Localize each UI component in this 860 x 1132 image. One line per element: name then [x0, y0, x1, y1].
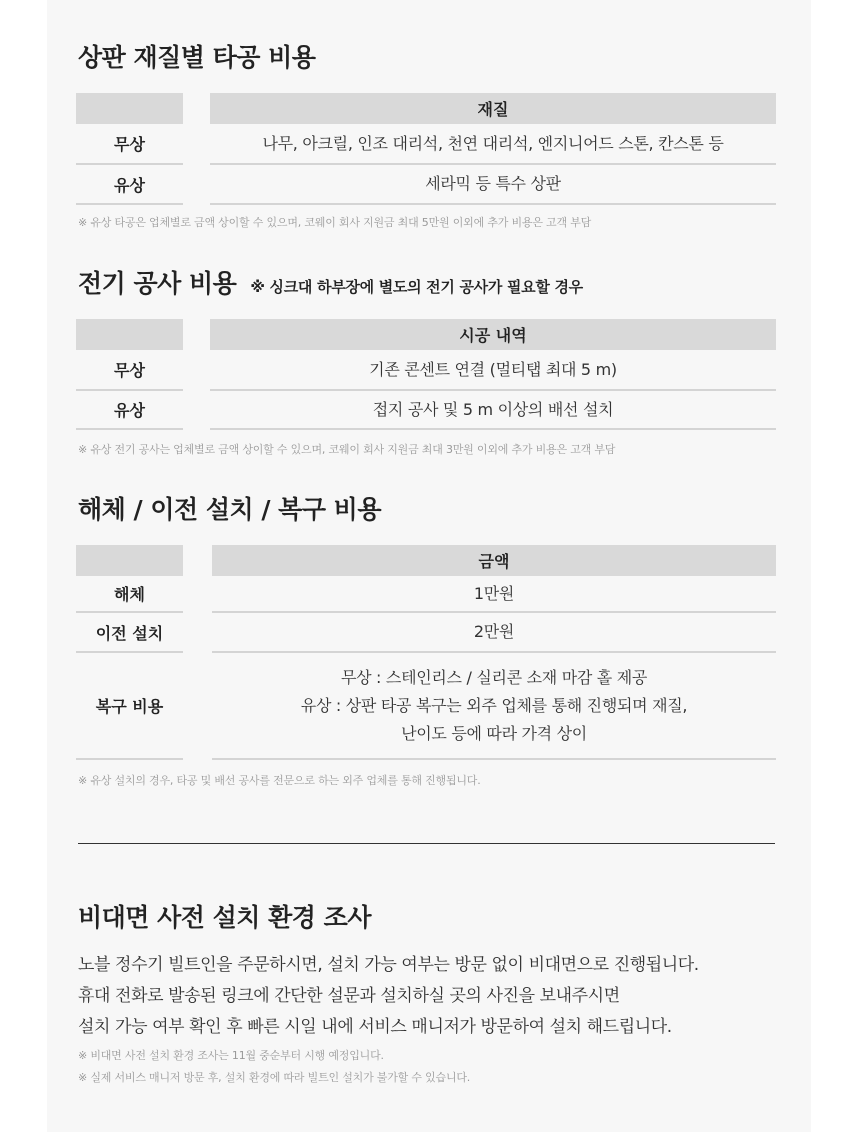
row-value-multiline	[212, 653, 776, 760]
footnote: ※ 유상 설치의 경우, 타공 및 배선 공사를 전문으로 하는 외주 업체를 통해 진행됩니다.	[78, 774, 481, 787]
table-header-amount: 금액	[212, 545, 776, 576]
table-corner-header	[76, 545, 183, 576]
section-title-text: 전기 공사 비용	[78, 269, 237, 298]
row-label: 이전 설치	[76, 613, 183, 653]
row-value: 접지 공사 및 5 m 이상의 배선 설치	[210, 391, 776, 430]
footnote: ※ 실제 서비스 매니저 방문 후, 설치 환경에 따라 빌트인 설치가 불가할 수 있습니다.	[78, 1071, 471, 1084]
survey-paragraph	[78, 950, 778, 1043]
table-header-work: 시공 내역	[210, 319, 776, 350]
paragraph-line: 설치 가능 여부 확인 후 빠른 시일 내에 서비스 매니저가 방문하여 설치 해드립니다.	[78, 1017, 672, 1037]
table-row	[76, 613, 776, 653]
row-value: 1만원	[212, 576, 776, 613]
row-label: 해체	[76, 576, 183, 613]
table-row	[76, 391, 776, 430]
table-row	[76, 653, 776, 760]
table-row	[76, 350, 776, 391]
footnote: ※ 유상 타공은 업체별로 금액 상이할 수 있으며, 코웨이 회사 지원금 최대 5만원 이외에 추가 비용은 고객 부담	[78, 216, 592, 229]
row-label: 무상	[76, 350, 183, 391]
section-title-countertop: 상판 재질별 타공 비용	[78, 43, 316, 72]
row-value-line: 난이도 등에 따라 가격 상이	[401, 723, 587, 743]
row-value: 2만원	[212, 613, 776, 653]
row-value: 나무, 아크릴, 인조 대리석, 천연 대리석, 엔지니어드 스톤, 칸스톤 등	[210, 124, 776, 165]
table-header-material: 재질	[210, 93, 776, 124]
row-value: 세라믹 등 특수 상판	[210, 165, 776, 205]
table-row	[76, 165, 776, 205]
table-corner-header	[76, 319, 183, 350]
section-divider	[78, 843, 775, 844]
paragraph-line: 노블 정수기 빌트인을 주문하시면, 설치 가능 여부는 방문 없이 비대면으로 진행됩니다.	[78, 955, 699, 975]
footnote: ※ 유상 전기 공사는 업체별로 금액 상이할 수 있으며, 코웨이 회사 지원금 최대 3만원 이외에 추가 비용은 고객 부담	[78, 443, 616, 456]
row-label: 복구 비용	[76, 653, 183, 760]
row-label: 유상	[76, 391, 183, 430]
table-row	[76, 124, 776, 165]
table-corner-header	[76, 93, 183, 124]
row-label: 유상	[76, 165, 183, 205]
section-title-removal: 해체 / 이전 설치 / 복구 비용	[78, 495, 381, 524]
section-title-electrical	[78, 264, 583, 300]
paragraph-line: 휴대 전화로 발송된 링크에 간단한 설문과 설치하실 곳의 사진을 보내주시면	[78, 986, 620, 1006]
row-value-line: 유상 : 상판 타공 복구는 외주 업체를 통해 진행되며 재질,	[300, 695, 688, 715]
table-row	[76, 576, 776, 613]
section-subtitle: ※ 싱크대 하부장에 별도의 전기 공사가 필요할 경우	[250, 278, 583, 296]
row-value-line: 무상 : 스테인리스 / 실리콘 소재 마감 홀 제공	[340, 667, 648, 687]
row-value: 기존 콘센트 연결 (멀티탭 최대 5 m)	[210, 350, 776, 391]
footnote: ※ 비대면 사전 설치 환경 조사는 11월 중순부터 시행 예정입니다.	[78, 1049, 384, 1062]
section-title-survey: 비대면 사전 설치 환경 조사	[78, 903, 371, 932]
row-label: 무상	[76, 124, 183, 165]
